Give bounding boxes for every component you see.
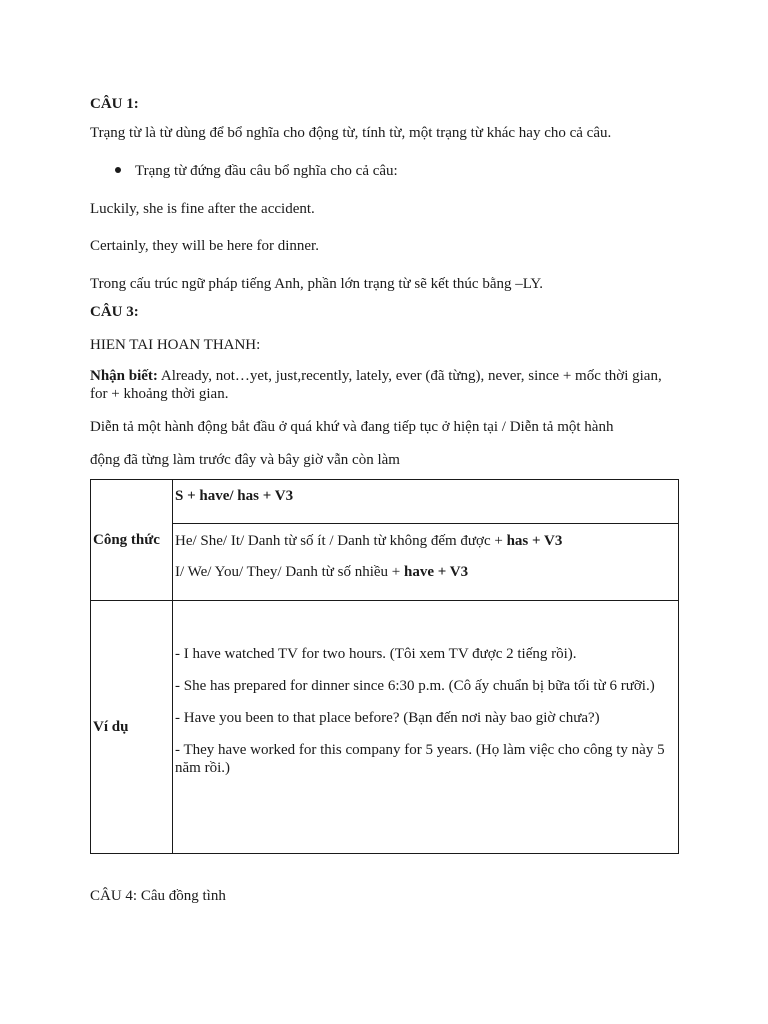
formula-row-main (91, 480, 679, 524)
section1-example-2: Certainly, they will be here for dinner. (90, 238, 319, 254)
formula-row-detail (91, 524, 679, 601)
section1-example-1: Luckily, she is fine after the accident. (90, 201, 315, 217)
signal-label: Nhận biết: (90, 368, 158, 384)
example-item: - I have watched TV for two hours. (Tôi xem TV được 2 tiếng rồi). (175, 646, 577, 662)
bullet-icon (115, 167, 121, 173)
formula-singular: He/ She/ It/ Danh từ số ít / Danh từ không đếm được + has + V3 (175, 533, 563, 549)
section4-heading: CÂU 4: Câu đồng tình (90, 888, 226, 904)
section1-definition: Trạng từ là từ dùng để bổ nghĩa cho động từ, tính từ, một trạng từ khác hay cho cả câu. (90, 125, 612, 141)
section3-heading: CÂU 3: (90, 304, 139, 320)
grammar-table (90, 479, 679, 854)
formula-plural: I/ We/ You/ They/ Danh từ số nhiều + have + V3 (175, 564, 469, 580)
signal-text: Already, not…yet, just,recently, lately, ever (đã từng), never, since + mốc thời gian, for + khoảng thời gian. (90, 368, 662, 402)
example-head: Ví dụ (91, 601, 173, 854)
example-item: - Have you been to that place before? (Bạn đến nơi này bao giờ chưa?) (175, 710, 600, 726)
formula-main: S + have/ has + V3 (175, 488, 294, 504)
section1-heading: CÂU 1: (90, 96, 139, 112)
formula-main-cell (173, 480, 679, 524)
section1-bullet-text: Trạng từ đứng đầu câu bổ nghĩa cho cả câu: (135, 163, 398, 179)
formula-head: Công thức (91, 480, 173, 601)
example-row (91, 601, 679, 854)
section1-note: Trong cấu trúc ngữ pháp tiếng Anh, phần lớn trạng từ sẽ kết thúc bằng –LY. (90, 276, 544, 292)
formula-detail-cell (173, 524, 679, 601)
example-item: - They have worked for this company for 5 years. (Họ làm việc cho công ty này 5 năm rồi.) (175, 742, 665, 776)
usage-line-2: động đã từng làm trước đây và bây giờ vẫn còn làm (90, 452, 400, 468)
example-cell (173, 601, 679, 854)
signal-words (90, 367, 680, 403)
tense-title: HIEN TAI HOAN THANH: (90, 337, 261, 353)
usage-line-1: Diễn tả một hành động bắt đầu ở quá khứ và đang tiếp tục ở hiện tại / Diễn tả một hành (90, 419, 614, 435)
example-item: - She has prepared for dinner since 6:30 p.m. (Cô ấy chuẩn bị bữa tối từ 6 rưỡi.) (175, 678, 655, 694)
